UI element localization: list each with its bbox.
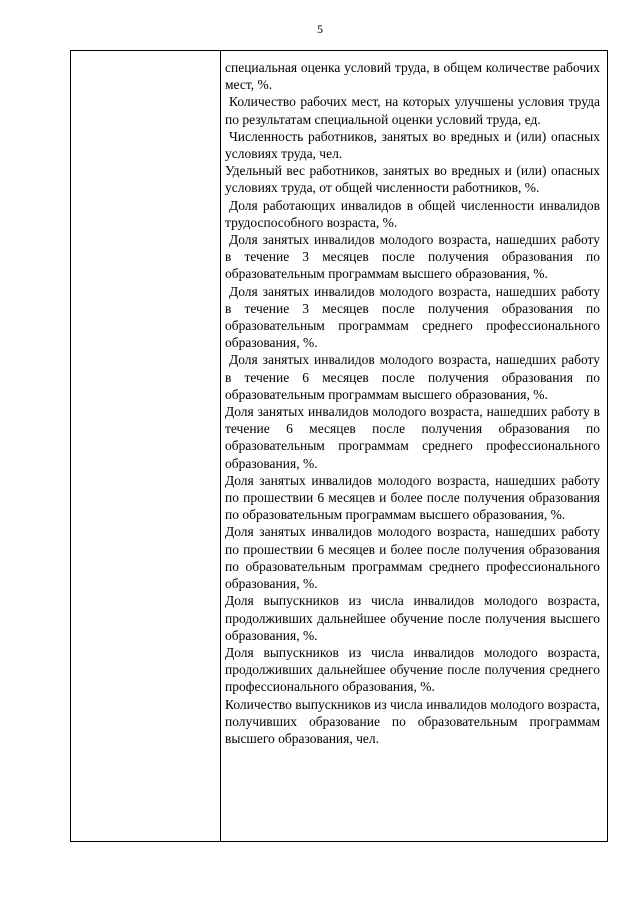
indicator-paragraph: Численность работников, занятых во вредных и (или) опасных условиях труда, чел. <box>225 128 600 162</box>
indicator-paragraph: Доля занятых инвалидов молодого возраста, нашедших работу в течение 6 месяцев после получения образования по образовательным программам высшего образования, %. <box>225 352 600 402</box>
indicator-paragraph: Доля занятых инвалидов молодого возраста, нашедших работу в течение 3 месяцев после получения образования по образовательным программам высшего образования, %. <box>225 232 600 282</box>
indicator-paragraph: Доля выпускников из числа инвалидов молодого возраста, продолживших дальнейшее обучение после получения высшего образования, %. <box>225 593 600 643</box>
indicator-paragraph: Удельный вес работников, занятых во вредных и (или) опасных условиях труда, от общей численности работников, %. <box>225 163 600 196</box>
indicator-paragraph: Доля занятых инвалидов молодого возраста, нашедших работу по прошествии 6 месяцев и более после получения образования по образовательным программам среднего профессионального образования, %. <box>225 524 600 592</box>
indicator-paragraph: Количество выпускников из числа инвалидов молодого возраста, получивших образование по образовательным программам высшего образования, чел. <box>225 696 600 746</box>
indicator-paragraph: Количество рабочих мест, на которых улучшены условия труда по результатам специальной оценки условий труда, ед. <box>225 94 600 127</box>
indicator-paragraph: Доля выпускников из числа инвалидов молодого возраста, продолживших дальнейшее обучение после получения среднего профессионального образования, %. <box>225 644 600 695</box>
page-number: 5 <box>317 22 323 36</box>
indicator-paragraph: Доля занятых инвалидов молодого возраста, нашедших работу по прошествии 6 месяцев и более после получения образования по образовательным программам высшего образования, %. <box>225 472 600 523</box>
table-left-cell <box>71 51 221 841</box>
indicator-paragraph: Доля занятых инвалидов молодого возраста, нашедших работу в течение 3 месяцев после получения образования по образовательным программам среднего профессионального образования, %. <box>225 283 600 351</box>
indicator-paragraph: Доля занятых инвалидов молодого возраста, нашедших работу в течение 6 месяцев после получения образования по образовательным программам среднего профессионального образования, %. <box>225 404 600 471</box>
indicator-paragraph: специальная оценка условий труда, в общем количестве рабочих мест, %. <box>225 60 600 93</box>
indicators-table <box>70 50 608 842</box>
indicator-paragraph: Доля работающих инвалидов в общей численности инвалидов трудоспособного возраста, %. <box>225 197 600 230</box>
table-right-cell <box>221 51 607 841</box>
